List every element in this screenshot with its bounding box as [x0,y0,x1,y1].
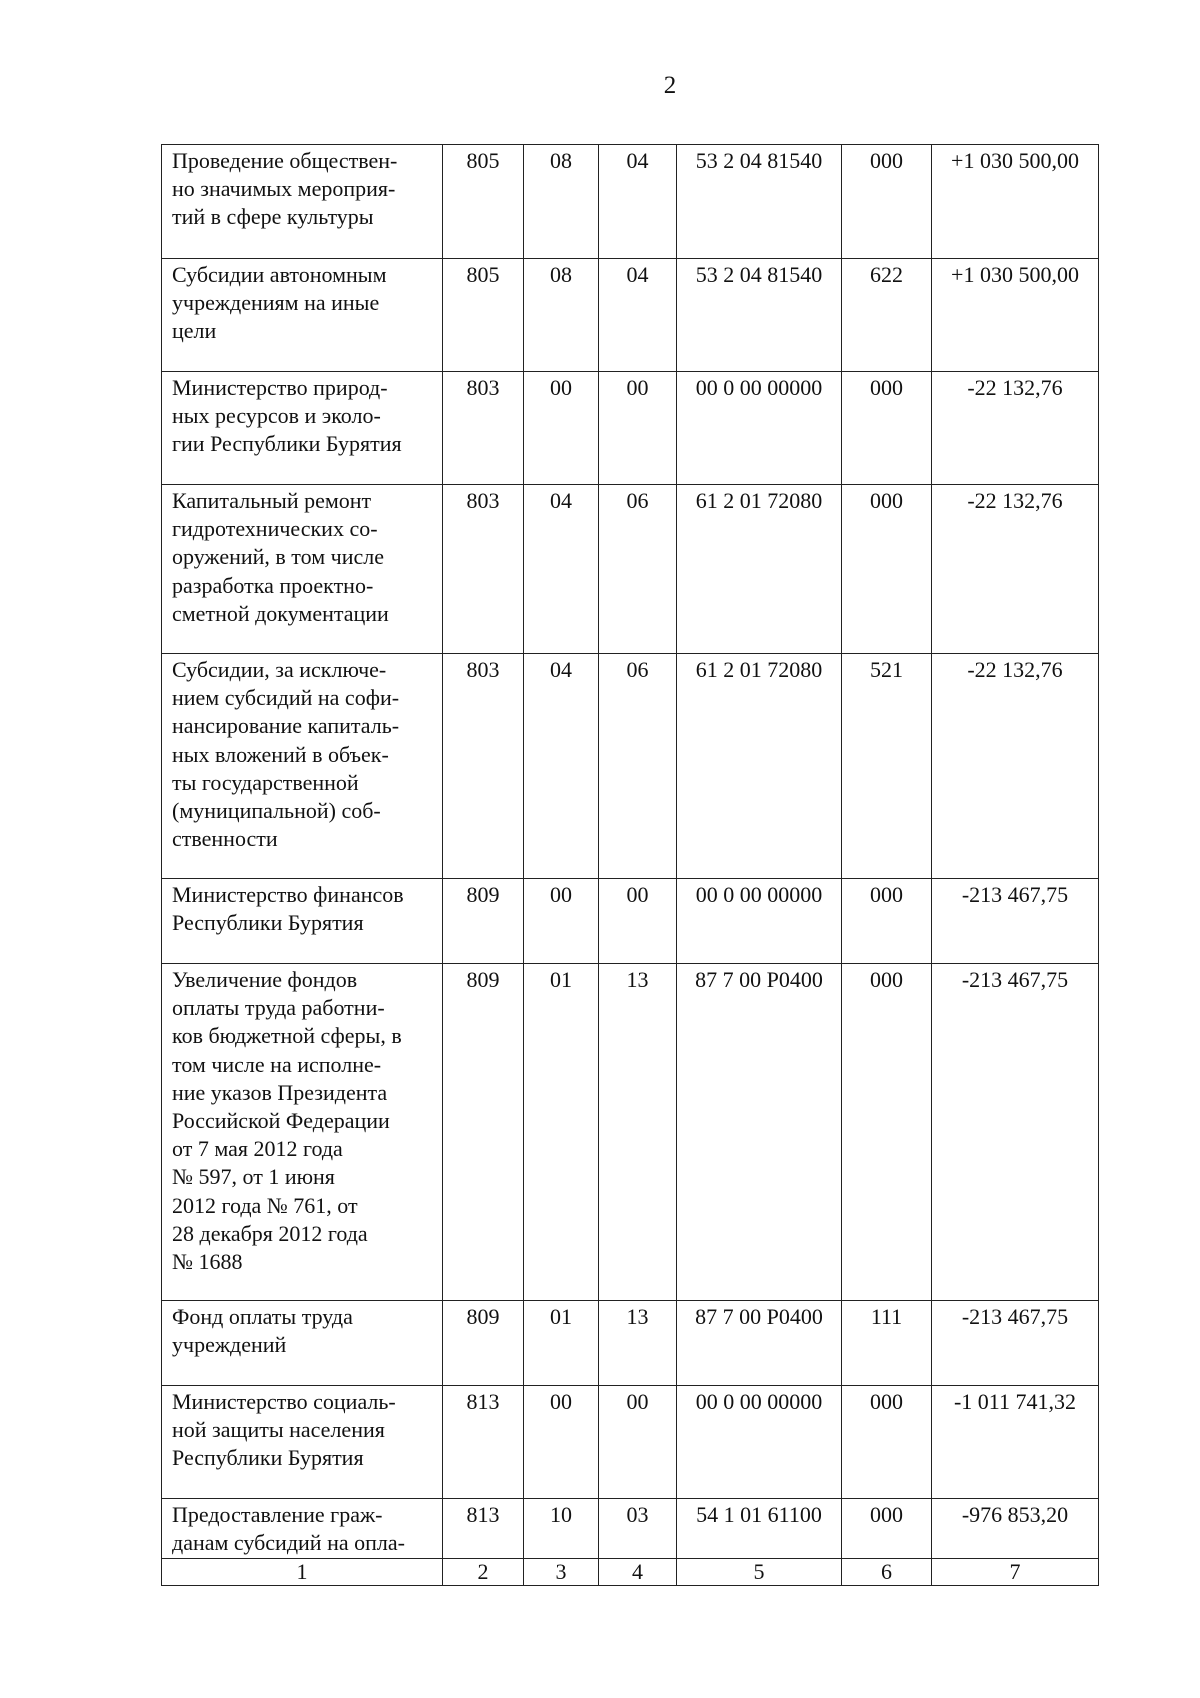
row-amount: -213 467,75 [932,964,1099,1301]
row-subsection: 04 [599,259,677,372]
row-target-article: 00 0 00 00000 [677,879,842,964]
row-expense-type: 111 [842,1301,932,1386]
row-expense-type: 000 [842,1499,932,1559]
row-grbs: 809 [443,964,524,1301]
row-expense-type: 000 [842,372,932,485]
table-row [162,654,1099,879]
row-grbs: 813 [443,1386,524,1499]
row-expense-type: 622 [842,259,932,372]
row-target-article: 53 2 04 81540 [677,145,842,259]
row-section: 08 [524,145,599,259]
row-target-article: 00 0 00 00000 [677,1386,842,1499]
column-number: 6 [842,1559,932,1586]
row-target-article: 53 2 04 81540 [677,259,842,372]
column-number: 2 [443,1559,524,1586]
row-name: Увеличение фондов оплаты труда работни- ков бюджетной сферы, в том числе на исполне- ние указов Президента Российской Федерации от 7 мая 2012 года № 597, от 1 июня 2012 года № 761, от 28 декабря 2012 года № 1688 [162,964,443,1301]
row-amount: -22 132,76 [932,372,1099,485]
table-row [162,964,1099,1301]
row-name: Министерство социаль- ной защиты населения Республики Бурятия [162,1386,443,1499]
table-row [162,485,1099,654]
table-row [162,1386,1099,1499]
row-subsection: 06 [599,654,677,879]
row-section: 04 [524,654,599,879]
row-name: Предоставление граж- данам субсидий на опла- [162,1499,443,1559]
row-grbs: 809 [443,1301,524,1386]
table-row [162,372,1099,485]
row-grbs: 803 [443,654,524,879]
row-section: 00 [524,879,599,964]
row-subsection: 00 [599,372,677,485]
row-amount: -22 132,76 [932,485,1099,654]
row-amount: -213 467,75 [932,879,1099,964]
row-amount: -213 467,75 [932,1301,1099,1386]
table-row [162,1499,1099,1559]
row-name: Субсидии, за исключе- нием субсидий на софи- нансирование капиталь- ных вложений в объек- ты государственной (муниципальной) соб- ственности [162,654,443,879]
row-expense-type: 521 [842,654,932,879]
row-section: 00 [524,372,599,485]
row-name: Капитальный ремонт гидротехнических со- оружений, в том числе разработка проектно- сметной документации [162,485,443,654]
row-grbs: 803 [443,372,524,485]
table-row [162,259,1099,372]
row-expense-type: 000 [842,964,932,1301]
row-amount: +1 030 500,00 [932,145,1099,259]
row-subsection: 00 [599,879,677,964]
row-subsection: 13 [599,1301,677,1386]
row-name: Министерство финансов Республики Бурятия [162,879,443,964]
row-amount: -1 011 741,32 [932,1386,1099,1499]
column-number: 7 [932,1559,1099,1586]
row-name: Министерство природ- ных ресурсов и эколо- гии Республики Бурятия [162,372,443,485]
row-target-article: 87 7 00 P0400 [677,1301,842,1386]
row-name: Проведение обществен- но значимых мероприя- тий в сфере культуры [162,145,443,259]
table-row [162,1301,1099,1386]
column-number: 1 [162,1559,443,1586]
row-amount: -976 853,20 [932,1499,1099,1559]
page-number: 2 [663,72,677,99]
column-number: 5 [677,1559,842,1586]
table-row [162,879,1099,964]
row-subsection: 00 [599,1386,677,1499]
row-grbs: 805 [443,259,524,372]
row-target-article: 61 2 01 72080 [677,485,842,654]
row-section: 01 [524,1301,599,1386]
row-grbs: 813 [443,1499,524,1559]
row-target-article: 54 1 01 61100 [677,1499,842,1559]
row-grbs: 809 [443,879,524,964]
row-subsection: 03 [599,1499,677,1559]
row-subsection: 06 [599,485,677,654]
row-name: Фонд оплаты труда учреждений [162,1301,443,1386]
row-grbs: 803 [443,485,524,654]
column-number: 4 [599,1559,677,1586]
row-section: 00 [524,1386,599,1499]
row-expense-type: 000 [842,485,932,654]
row-section: 04 [524,485,599,654]
row-section: 01 [524,964,599,1301]
row-subsection: 04 [599,145,677,259]
row-target-article: 61 2 01 72080 [677,654,842,879]
row-target-article: 87 7 00 P0400 [677,964,842,1301]
column-number: 3 [524,1559,599,1586]
row-expense-type: 000 [842,145,932,259]
table-row [162,145,1099,259]
row-expense-type: 000 [842,879,932,964]
row-amount: -22 132,76 [932,654,1099,879]
row-target-article: 00 0 00 00000 [677,372,842,485]
budget-table [161,144,1099,1586]
row-subsection: 13 [599,964,677,1301]
row-amount: +1 030 500,00 [932,259,1099,372]
row-grbs: 805 [443,145,524,259]
column-number-row [162,1559,1099,1586]
row-section: 10 [524,1499,599,1559]
row-section: 08 [524,259,599,372]
row-expense-type: 000 [842,1386,932,1499]
row-name: Субсидии автономным учреждениям на иные цели [162,259,443,372]
